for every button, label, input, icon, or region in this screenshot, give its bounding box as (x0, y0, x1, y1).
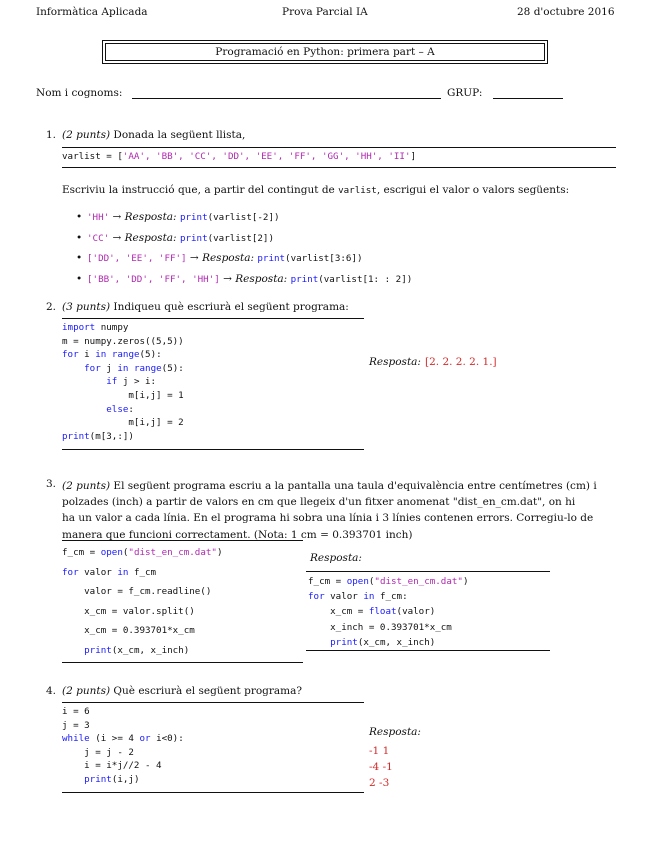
q3-number: 3. (46, 478, 57, 490)
arrow: → (186, 252, 203, 264)
code-line: for j in range(5): (84, 362, 184, 374)
q3-code (62, 543, 222, 660)
page-title: Programació en Python: primera part – A (105, 43, 545, 61)
code-line: j = 3 (62, 719, 90, 731)
q1-code-top-rule (62, 147, 616, 148)
code-line: for valor in f_cm: (308, 591, 408, 603)
q3-answer (308, 574, 468, 650)
q1-instr-a: Escriviu la instrucció que, a partir del contingut de (62, 184, 339, 196)
q2-code-top-rule (62, 318, 364, 319)
code-line: i = i*j//2 - 4 (62, 760, 162, 772)
q1-text: Donada la següent llista, (110, 129, 246, 141)
q3-text: El següent programa escriu a la pantalla una taula d'equivalència entre centímetres (cm) i (110, 480, 597, 492)
code-line: valor = f_cm.readline() (62, 586, 212, 597)
group-label: GRUP: (447, 87, 483, 99)
code-line: while (i >= 4 or i<0): (62, 733, 184, 745)
header-center: Prova Parcial IA (282, 6, 368, 18)
code-line: x_cm = float(valor) (308, 606, 436, 618)
code-line: print(m[3,:]) (62, 430, 134, 442)
q1-code-list: 'AA', 'BB', 'CC', 'DD', 'EE', 'FF', 'GG', 'HH', 'II' (122, 151, 411, 162)
list-item (87, 228, 412, 249)
list-item (87, 269, 412, 290)
q2-resp-label: Resposta: (369, 356, 421, 368)
q3-code-top-rule (62, 540, 303, 541)
q4-code-top-rule (62, 702, 364, 703)
code-line: x_cm = 0.393701*x_cm (62, 625, 195, 636)
code-line: m[i,j] = 2 (62, 417, 184, 429)
q2-code-bottom-rule (62, 449, 364, 450)
q1-instruction (62, 184, 569, 196)
code-line: for i in range(5): (62, 349, 162, 361)
q1-item-value: ['DD', 'EE', 'FF'] (87, 253, 187, 264)
name-field[interactable] (132, 98, 441, 99)
name-label: Nom i cognoms: (36, 87, 123, 99)
q2-text: Indiqueu què escriurà el següent programa: (110, 301, 349, 313)
code-line: m = numpy.zeros((5,5)) (62, 335, 184, 347)
header-left: Informàtica Aplicada (36, 6, 148, 18)
q4-text: Què escriurà el següent programa? (110, 685, 303, 697)
q3-line-1 (62, 478, 616, 494)
answer-line: -4 -1 (369, 761, 393, 773)
code: (varlist[-2]) (207, 212, 280, 223)
q3-answer-top-rule (306, 571, 550, 572)
q2-statement (62, 301, 349, 313)
q4-answer (369, 743, 393, 791)
code: (varlist[1: : 2]) (318, 273, 413, 285)
q3-code-bottom-rule (62, 662, 303, 663)
code-line: print(i,j) (84, 773, 140, 785)
q1-instr-var: varlist (338, 185, 377, 196)
q1-item-value: 'HH' (87, 212, 110, 223)
answer-line: -1 1 (369, 745, 390, 757)
q4-resp-label: Resposta: (369, 726, 421, 738)
q1-instr-b: , escrigui el valor o valors següents: (376, 184, 570, 196)
q4-code-bottom-rule (62, 792, 364, 793)
q3-statement (62, 478, 616, 543)
q3-resp-label: Resposta: (310, 552, 362, 564)
q4-number: 4. (46, 685, 57, 697)
title-box (102, 40, 548, 64)
kw: print (257, 253, 286, 264)
q3-answer-bottom-rule (306, 650, 550, 651)
answer-line: 2 -3 (369, 777, 390, 789)
code-line: if j > i: (106, 376, 157, 388)
code-line: f_cm = open("dist_en_cm.dat") (308, 576, 469, 587)
q1-number: 1. (46, 129, 57, 141)
kw: print (290, 273, 319, 285)
code: (varlist[3:6]) (285, 253, 363, 264)
kw: print (179, 232, 208, 244)
q1-statement (62, 129, 245, 141)
header-right: 28 d'octubre 2016 (517, 6, 615, 18)
code-line: x_cm = valor.split() (62, 605, 195, 617)
q1-item-value: ['BB', 'DD', 'FF', 'HH'] (87, 273, 220, 285)
code-line: print(x_cm, x_inch) (84, 644, 190, 656)
kw: print (179, 212, 208, 223)
q1-points: (2 punts) (62, 129, 111, 141)
code-line: else: (106, 403, 134, 415)
q3-points: (2 punts) (62, 480, 111, 492)
q4-code (62, 705, 184, 787)
resp-label: Resposta: (202, 252, 255, 264)
list-item (87, 207, 412, 228)
q1-code: varlist = ['AA', 'BB', 'CC', 'DD', 'EE', 'FF', 'GG', 'HH', 'II'] (62, 151, 417, 162)
arrow: → (109, 231, 125, 244)
code-line: import numpy (62, 322, 129, 333)
resp-label: Resposta: (124, 231, 177, 244)
q3-line-4: manera que funcioni correctament. (Nota: 1 cm = 0.393701 inch) (62, 528, 413, 541)
q2-code (62, 321, 184, 443)
code: (varlist[2]) (207, 232, 274, 244)
code-line: print(x_cm, x_inch) (330, 636, 436, 648)
q3-line-2: polzades (inch) a partir de valors en cm que llegeix d'un fitxer anomenat "dist_en_cm.dat", on hi (62, 496, 576, 509)
q1-code-bottom-rule (62, 167, 616, 168)
resp-label: Resposta: (235, 272, 288, 285)
code-line: m[i,j] = 1 (62, 389, 184, 401)
code-line: f_cm = open("dist_en_cm.dat") (62, 547, 223, 558)
resp-label: Resposta: (124, 211, 177, 223)
q2-points: (3 punts) (62, 301, 111, 313)
q1-item-value: 'CC' (87, 232, 110, 244)
q3-line-3: ha un valor a cada línia. En el programa hi sobra una línia i 3 línies contenen errors. Corregiu-lo de (62, 512, 594, 525)
q2-answer: [2. 2. 2. 2. 1.] (425, 356, 497, 368)
group-field[interactable] (493, 98, 563, 99)
code-line: x_inch = 0.393701*x_cm (308, 621, 452, 633)
code-line: j = j - 2 (62, 746, 134, 758)
code-line: for valor in f_cm (62, 566, 157, 578)
arrow: → (109, 211, 125, 223)
arrow: → (219, 272, 236, 285)
list-item (87, 248, 412, 269)
q2-number: 2. (46, 301, 57, 313)
q4-points: (2 punts) (62, 685, 111, 697)
code-line: i = 6 (62, 706, 90, 717)
q4-statement (62, 685, 302, 697)
q1-items (87, 207, 412, 289)
